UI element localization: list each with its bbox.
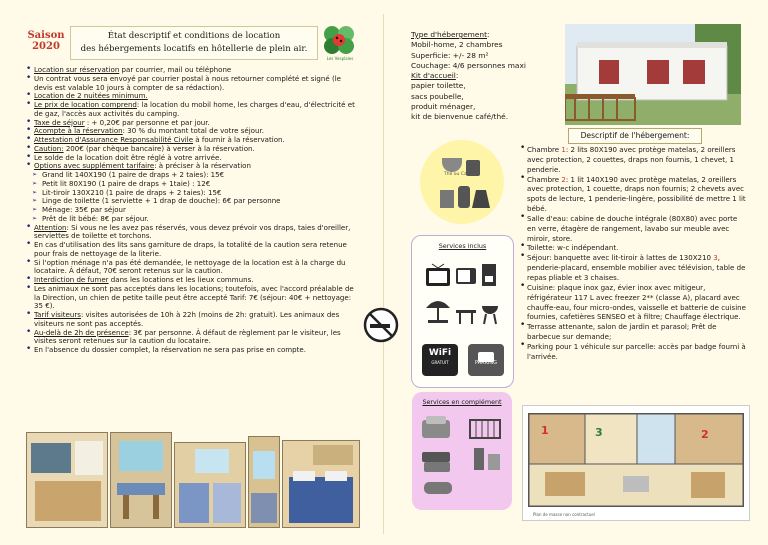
type-label: Type d'hébergement — [411, 30, 487, 39]
description-text: Parking pour 1 véhicule sur parcelle: accès par badge fourni à l'arrivée. — [527, 341, 746, 361]
condition-heading: Tarif visiteurs — [34, 310, 81, 319]
condition-text: Un contrat vous sera envoyé par courrier postal à nous retourner complété et signé (le devis est valable 10 jours à compter de sa rédaction). — [34, 73, 341, 92]
condition-item — [26, 224, 358, 242]
condition-text: Grand lit 140X190 (1 paire de draps + 2 taies): 15€ — [42, 170, 225, 179]
condition-text: Si l'option ménage n'a pas été demandée, le nettoyage de la location est à la charge du locataire. À défaut, 70€ seront retenus sur la caution. — [34, 257, 346, 276]
condition-heading: Interdiction de fumer — [34, 275, 109, 284]
wifi-label: WiFi — [428, 348, 452, 358]
condition-item — [26, 101, 358, 119]
kit-item-2: sacs poubelle, — [411, 91, 464, 101]
condition-heading: Au-delà de 2h de présence — [34, 327, 129, 337]
extra-services-box — [412, 392, 512, 510]
barbecue-icon — [482, 306, 498, 324]
tea-coffee-caption: Thé ou Café — [444, 172, 472, 177]
condition-text: Les animaux ne sont pas acceptés dans les locations; toutefois, avec l'accord préalable de la Direction, un chien de petite taille peut être accepté Tarif: 7€ (séjour: 40€ + nettoyage: 35 €). — [34, 283, 354, 311]
condition-text: : 3€ par personne. À défaut de règlement par le visiteur, les visites seront retenues sur la caution du locataire. — [34, 327, 341, 346]
coffee-machine-icon — [482, 264, 496, 286]
description-item — [520, 214, 746, 244]
title-line-1: État descriptif et conditions de location — [107, 31, 281, 41]
condition-text: Petit lit 80X190 (1 paire de draps + 1taie) : 12€ — [42, 178, 211, 188]
condition-heading: Taxe de séjour — [34, 117, 85, 127]
extra-services-icons — [412, 406, 512, 506]
description-item — [520, 322, 746, 342]
conditions-list — [26, 66, 358, 355]
condition-item — [26, 75, 358, 93]
season-word: Saison — [27, 30, 65, 41]
description-text-continued: : 1 lit 140X190 avec protège matelas, 2 oreillers avec protection, 1 couette, draps non fournis; 2 chevets avec spots de lecture, 1 penderie-lingère, possibilité de mettre 1 lit bébé. — [527, 174, 746, 214]
description-item — [520, 243, 746, 253]
kit-item-4: kit de bienvenue café/thé. — [411, 112, 509, 122]
condition-item — [26, 346, 358, 355]
description-text: Salle d'eau: cabine de douche intégrale (80X80) avec porte en verre, étagère de rangement, lavabo sur meuble avec miroir, store. — [527, 213, 738, 243]
condition-item — [26, 259, 358, 277]
description-item — [520, 283, 746, 322]
description-text: Cuisine: plaque inox gaz, évier inox avec mitigeur, réfrigérateur 117 L avec freezer 2** (classe A), placard avec chauffe-eau, four micro-ondes, vaisselle et batterie de cuisine fournies, cafetières SENSEO et à filtre; Chauffage électrique. — [527, 282, 746, 322]
title-line-2: des hébergements locatifs en hôtellerie de plein air. — [80, 44, 308, 54]
condition-heading: Location de 2 nuitées minimum. — [34, 91, 148, 101]
table-chairs-icon — [456, 310, 476, 324]
condition-heading: Attention — [34, 222, 67, 232]
type-line-3: Couchage: 4/6 personnes maxi — [411, 60, 526, 70]
condition-text: Prêt de lit bébé: 8€ par séjour. — [42, 213, 149, 223]
room-number-3: 3 — [595, 426, 603, 439]
condition-heading: Le prix de location comprend — [34, 100, 137, 109]
sponge-icon — [440, 190, 454, 208]
description-text: Séjour: banquette avec lit-tiroir à lattes de 130X210 — [527, 253, 714, 263]
condition-text: à fournir à la réservation. — [193, 135, 285, 144]
condition-item — [26, 241, 358, 259]
type-line-2: Superficie: +/- 28 m² — [411, 50, 489, 60]
condition-text: Ménage: 35€ par séjour — [42, 205, 126, 214]
condition-text: En cas d'utilisation des lits sans garniture de draps, la totalité de la caution sera retenue pour frais de nettoyage de la literie. — [34, 240, 347, 258]
description-item — [520, 175, 746, 214]
description-item — [520, 253, 746, 283]
condition-text: : à préciser à la réservation — [154, 161, 251, 171]
kit-item-1: papier toilette, — [411, 81, 466, 91]
welcome-kit-icons — [420, 140, 504, 224]
condition-text: : Si vous ne les avez pas réservés, vous devez prévoir vos draps, taies d'oreiller, serviettes de toilette et torchons. — [34, 222, 351, 241]
season-year: 2020 — [32, 41, 60, 52]
kit-item-3: produit ménager, — [411, 102, 476, 112]
document-title — [70, 26, 318, 60]
bedroom-window-photo — [248, 436, 280, 528]
no-smoking-icon — [363, 307, 399, 343]
logo-caption: Les Vesplaies — [326, 56, 354, 61]
bedroom-twin-photo — [174, 442, 246, 528]
room-number: 1 — [561, 145, 566, 154]
pillow-icon — [424, 482, 452, 494]
towels-icon — [422, 452, 450, 472]
condition-item — [26, 311, 358, 329]
mobil-home-photo — [565, 24, 741, 125]
kitchen-photo — [26, 432, 108, 528]
floor-plan-caption: Plan de masse non contractuel — [533, 512, 595, 517]
microwave-icon — [456, 268, 476, 284]
condition-text: Linge de toilette (1 serviette + 1 drap de douche): 6€ par personne — [42, 196, 281, 206]
type-line-1: Mobil-home, 2 chambres — [411, 40, 503, 50]
parking-label: PARKING — [475, 360, 497, 366]
description-text-continued: , penderie-placard, ensemble mobilier avec télévision, table de repas pliable et 3 chaises. — [527, 253, 746, 282]
condition-item — [26, 285, 358, 311]
living-room-photo — [110, 432, 172, 528]
description-text: Toilette: w-c indépendant. — [527, 243, 619, 253]
season-label — [24, 30, 68, 52]
cup-icon — [442, 158, 462, 172]
room-number-2: 2 — [701, 428, 709, 441]
condition-text: 200€ (par chèque bancaire) à verser à la réservation. — [63, 143, 255, 153]
condition-heading: Options avec supplément tarifaire — [34, 161, 155, 171]
wifi-sublabel: GRATUIT — [431, 360, 449, 365]
tv-icon — [426, 264, 450, 286]
cleaner-bottle-icon — [458, 186, 470, 208]
description-item — [520, 145, 746, 175]
photo-strip — [26, 432, 360, 526]
included-services-box — [411, 235, 514, 388]
condition-item — [26, 329, 358, 347]
baby-bed-icon — [470, 420, 500, 438]
room-number-1: 1 — [541, 424, 549, 437]
condition-heading: Attestation d'Assurance Responsabilité Civile — [34, 135, 194, 144]
description-list — [520, 145, 746, 362]
condition-text: dans les locations et les lieux communs. — [108, 275, 254, 284]
accommodation-info: Type d'hébergement: Mobil-home, 2 chambres Superficie: +/- 28 m² Couchage: 4/6 personnes maxi Kit d'accueil: papier toilette, sacs poubelle, produit ménager, kit de bienvenue café/thé. — [411, 30, 561, 123]
column-divider — [383, 14, 384, 534]
camping-logo — [320, 22, 358, 64]
condition-text: par courrier, mail ou téléphone — [119, 65, 232, 74]
condition-text: En l'absence du dossier complet, la réservation ne sera pas prise en compte. — [34, 345, 306, 354]
condition-text: : 30 % du montant total de votre séjour. — [122, 126, 264, 136]
room-number: 2 — [561, 174, 566, 184]
condition-text: Le solde de la location doit être réglé à votre arrivée. — [34, 152, 222, 162]
floor-plan-drawing — [523, 406, 749, 520]
condition-text: : + 0,20€ par personne et par jour. — [84, 117, 210, 127]
description-title: Descriptif de l'hébergement: — [568, 128, 702, 144]
condition-heading: Location sur réservation — [34, 65, 120, 74]
condition-heading: Acompte à la réservation — [34, 126, 123, 136]
floor-plan — [522, 405, 750, 521]
condition-text: Lit-tiroir 130X210 (1 paire de draps + 2 taies): 15€ — [42, 187, 222, 197]
description-text-continued: : 2 lits 80X190 avec protège matelas, 2 oreillers avec protection, 2 couettes, draps non fournis, 1 chevet, 1 penderie. — [527, 145, 736, 174]
welcome-kit-illustration — [420, 140, 504, 224]
room-number: 3 — [713, 253, 718, 263]
double-bedroom-photo — [282, 440, 360, 528]
description-text: Chambre — [527, 174, 562, 184]
description-item — [520, 342, 746, 362]
cleaning-icon — [474, 448, 500, 470]
condition-heading: Caution: — [34, 143, 64, 153]
description-text: Terrasse attenante, salon de jardin et parasol; Prêt de barbecue sur demande; — [527, 322, 717, 342]
trash-bag-icon — [472, 190, 490, 208]
patio-furniture-icon — [426, 301, 450, 323]
bed-linen-icon — [422, 416, 450, 438]
clover-logo-icon — [320, 22, 358, 58]
description-text: Chambre — [527, 145, 562, 154]
extra-services-label: Services en complément — [422, 398, 502, 406]
kit-label: Kit d'accueil — [411, 71, 456, 81]
included-services-label: Services inclus — [438, 242, 487, 250]
condition-text: : visites autorisées de 10h à 22h (moins de 2h: gratuit). Les animaux des visiteurs ne sont pas acceptés. — [34, 310, 340, 328]
condition-text: : la location du mobil home, les charges d'eau, d'électricité et de gaz, l'accès aux activités du camping. — [34, 100, 355, 118]
